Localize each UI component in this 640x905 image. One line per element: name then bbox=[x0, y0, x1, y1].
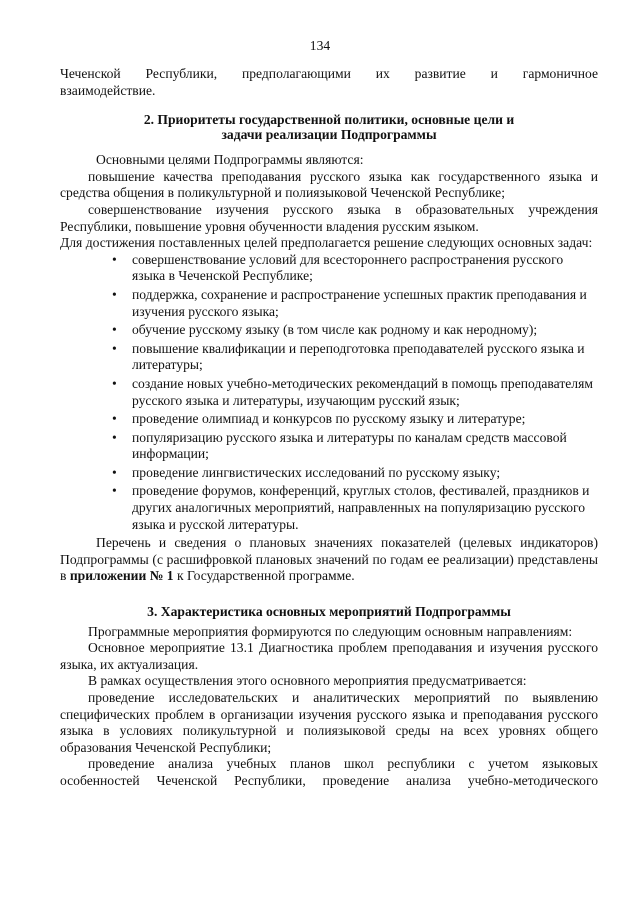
goals-intro: Основными целями Подпрограммы являются: bbox=[96, 152, 364, 168]
section-3-paragraph-4: проведение исследовательских и аналитических мероприятий по выявлению специфических проблем в организации изучения русского языка и преподавания русского языка в условиях поликультурной и полиязыковой среды на всех уровнях общего образования Чеченской Республики; bbox=[60, 689, 598, 755]
list-item-text: поддержка, сохранение и распространение успешных практик преподавания и изучения русского языка; bbox=[132, 286, 587, 319]
tasks-list bbox=[60, 252, 598, 534]
list-item bbox=[112, 465, 598, 482]
goal-2: совершенствование изучения русского языка в образовательных учреждения Республики, повышение уровня обученности владения русским языком. bbox=[60, 201, 598, 234]
bullet-icon: • bbox=[112, 375, 117, 391]
indicators-text-end: к Государственной программе. bbox=[173, 568, 355, 584]
list-item bbox=[112, 411, 598, 428]
document-body bbox=[60, 66, 598, 789]
appendix-reference: приложении № 1 bbox=[69, 568, 174, 584]
indicators-paragraph bbox=[60, 535, 598, 585]
section-3-paragraph-5: проведение анализа учебных планов школ республики с учетом языковых особенностей Чеченской Республики, проведение анализа учебно-методического bbox=[60, 756, 598, 788]
list-item bbox=[112, 341, 598, 374]
indicators-text-start: Перечень и сведения о плановых значениях показателей (целевых индикаторов) Подпрограммы (с расшифровкой плановых значений по годам ее реализации) представлены в bbox=[60, 535, 598, 584]
section-2-heading-line-2: задачи реализации Подпрограммы bbox=[221, 126, 437, 142]
intro-line-2: взаимодействие. bbox=[60, 82, 156, 98]
list-item bbox=[112, 483, 598, 533]
list-item-text: повышение квалификации и переподготовка преподавателей русского языка и литературы; bbox=[132, 340, 585, 373]
bullet-icon: • bbox=[112, 340, 117, 356]
list-item-text: совершенствование условий для всестороннего распространения русского языка в Чеченской Республике; bbox=[132, 251, 564, 284]
list-item-text: проведение олимпиад и конкурсов по русскому языку и литературе; bbox=[132, 411, 526, 427]
page-number: 134 bbox=[309, 38, 331, 53]
tasks-intro: Для достижения поставленных целей предполагается решение следующих основных задач: bbox=[60, 235, 593, 251]
bullet-icon: • bbox=[112, 251, 117, 267]
bullet-icon: • bbox=[112, 286, 117, 302]
list-item bbox=[112, 322, 598, 339]
list-item bbox=[112, 430, 598, 463]
list-item bbox=[112, 376, 598, 409]
list-item-text: создание новых учебно-методических рекомендаций в помощь преподавателям русского языка и литературы, изучающим русский язык; bbox=[132, 375, 593, 408]
intro-line-1: Чеченской Республики, предполагающими их развитие и гармоничное bbox=[60, 66, 598, 81]
section-2-heading-line-1: 2. Приоритеты государственной политики, основные цели и bbox=[143, 112, 515, 128]
section-3-paragraph-1: Программные мероприятия формируются по следующим основным направлениям: bbox=[88, 623, 573, 639]
section-3-paragraph-2: Основное мероприятие 13.1 Диагностика проблем преподавания и изучения русского языка, их актуализация. bbox=[60, 640, 598, 672]
bullet-icon: • bbox=[112, 429, 117, 445]
bullet-icon: • bbox=[112, 483, 117, 499]
goal-1: повышение качества преподавания русского языка как государственного языка и средства общения в поликультурной и полиязыковой Чеченской Республике; bbox=[60, 168, 598, 201]
list-item-text: популяризацию русского языка и литературы по каналам средств массовой информации; bbox=[132, 429, 567, 462]
bullet-icon: • bbox=[112, 411, 117, 427]
section-3-heading: 3. Характеристика основных мероприятий Подпрограммы bbox=[147, 604, 511, 620]
list-item bbox=[112, 252, 598, 285]
bullet-icon: • bbox=[112, 322, 117, 338]
list-item-text: обучение русскому языку (в том числе как родному и как неродному); bbox=[132, 322, 538, 338]
list-item-text: проведение лингвистических исследований по русскому языку; bbox=[132, 464, 501, 480]
section-2-heading bbox=[60, 113, 598, 142]
section-3-paragraph-3: В рамках осуществления этого основного мероприятия предусматривается: bbox=[88, 673, 527, 689]
bullet-icon: • bbox=[112, 464, 117, 480]
list-item bbox=[112, 287, 598, 320]
list-item-text: проведение форумов, конференций, круглых столов, фестивалей, праздников и других аналогичных мероприятий, направленных на популяризацию русского языка и русской литературы. bbox=[132, 483, 590, 532]
